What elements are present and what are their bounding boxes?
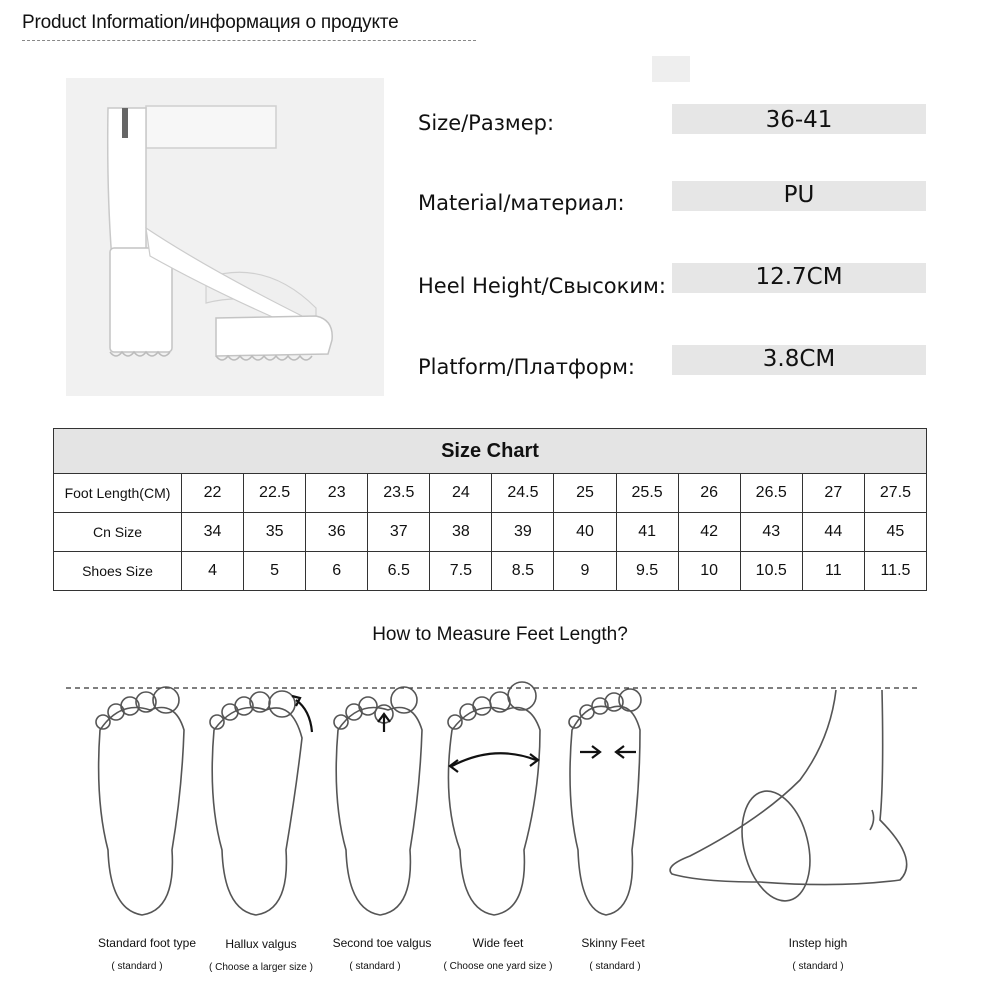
table-cell: 25.5 bbox=[616, 474, 678, 513]
table-cell: 11.5 bbox=[864, 552, 926, 591]
product-photo bbox=[66, 78, 384, 396]
foot-caption: Instep high bbox=[788, 936, 848, 950]
table-cell: 24 bbox=[430, 474, 492, 513]
table-cell: 22.5 bbox=[244, 474, 306, 513]
size-chart-title: Size Chart bbox=[54, 429, 927, 474]
foot-note: ( Choose one yard size ) bbox=[443, 961, 553, 972]
table-cell: 22 bbox=[182, 474, 244, 513]
table-cell: 37 bbox=[368, 513, 430, 552]
table-cell: 5 bbox=[244, 552, 306, 591]
table-row-shoes-size bbox=[54, 552, 927, 591]
table-cell: 41 bbox=[616, 513, 678, 552]
table-row-foot-length bbox=[54, 474, 927, 513]
table-cell: 43 bbox=[740, 513, 802, 552]
spec-label-size: Size/Размер: bbox=[418, 111, 555, 135]
table-row-cn-size bbox=[54, 513, 927, 552]
table-cell: 45 bbox=[864, 513, 926, 552]
table-cell: 24.5 bbox=[492, 474, 554, 513]
table-cell: 38 bbox=[430, 513, 492, 552]
table-cell: 39 bbox=[492, 513, 554, 552]
page-title: Product Information/информация о продукте bbox=[22, 12, 399, 33]
foot-outline bbox=[334, 687, 422, 915]
spec-label-heel-height: Heel Height/Свысоким: bbox=[418, 274, 666, 298]
spec-label-material: Material/материал: bbox=[418, 191, 625, 215]
table-cell: 26 bbox=[678, 474, 740, 513]
foot-caption: Skinny Feet bbox=[581, 936, 645, 950]
table-cell: 34 bbox=[182, 513, 244, 552]
table-cell: 11 bbox=[802, 552, 864, 591]
foot-outline bbox=[96, 687, 184, 915]
spec-value-platform: 3.8CM bbox=[762, 346, 836, 372]
foot-note: ( standard ) bbox=[792, 961, 844, 972]
feet-illustration bbox=[0, 660, 1000, 940]
table-cell: 36 bbox=[306, 513, 368, 552]
row-label: Foot Length(CM) bbox=[54, 474, 182, 513]
table-cell: 26.5 bbox=[740, 474, 802, 513]
table-cell: 9 bbox=[554, 552, 616, 591]
foot-outline bbox=[210, 691, 312, 915]
foot-outline bbox=[448, 682, 540, 915]
decorative-square bbox=[652, 56, 690, 82]
table-cell: 23 bbox=[306, 474, 368, 513]
table-cell: 27.5 bbox=[864, 474, 926, 513]
table-cell: 44 bbox=[802, 513, 864, 552]
table-cell: 42 bbox=[678, 513, 740, 552]
table-cell: 7.5 bbox=[430, 552, 492, 591]
foot-side-outline bbox=[670, 690, 907, 908]
row-label: Cn Size bbox=[54, 513, 182, 552]
table-cell: 23.5 bbox=[368, 474, 430, 513]
table-cell: 10.5 bbox=[740, 552, 802, 591]
foot-caption: Hallux valgus bbox=[225, 937, 297, 951]
foot-note: ( standard ) bbox=[349, 961, 401, 972]
foot-caption: Wide feet bbox=[472, 936, 524, 950]
foot-note: ( standard ) bbox=[111, 961, 163, 972]
spec-value-heel-height: 12.7CM bbox=[755, 264, 843, 290]
table-cell: 10 bbox=[678, 552, 740, 591]
foot-caption: Standard foot type bbox=[97, 936, 197, 950]
foot-note: ( standard ) bbox=[589, 961, 641, 972]
table-cell: 8.5 bbox=[492, 552, 554, 591]
size-chart-table bbox=[53, 428, 927, 591]
foot-caption: Second toe valgus bbox=[332, 936, 432, 950]
spec-label-platform: Platform/Платформ: bbox=[418, 355, 636, 379]
table-cell: 9.5 bbox=[616, 552, 678, 591]
table-cell: 6.5 bbox=[368, 552, 430, 591]
spec-value-material: PU bbox=[783, 182, 815, 208]
measure-title: How to Measure Feet Length? bbox=[372, 624, 628, 645]
foot-outline bbox=[569, 689, 641, 915]
table-cell: 40 bbox=[554, 513, 616, 552]
table-cell: 6 bbox=[306, 552, 368, 591]
sandal-image bbox=[66, 78, 384, 396]
table-cell: 25 bbox=[554, 474, 616, 513]
title-divider bbox=[22, 40, 476, 41]
foot-note: ( Choose a larger size ) bbox=[209, 962, 313, 973]
row-label: Shoes Size bbox=[54, 552, 182, 591]
spec-value-size: 36-41 bbox=[765, 107, 833, 133]
table-cell: 27 bbox=[802, 474, 864, 513]
table-cell: 4 bbox=[182, 552, 244, 591]
size-chart-header bbox=[54, 429, 927, 474]
table-cell: 35 bbox=[244, 513, 306, 552]
